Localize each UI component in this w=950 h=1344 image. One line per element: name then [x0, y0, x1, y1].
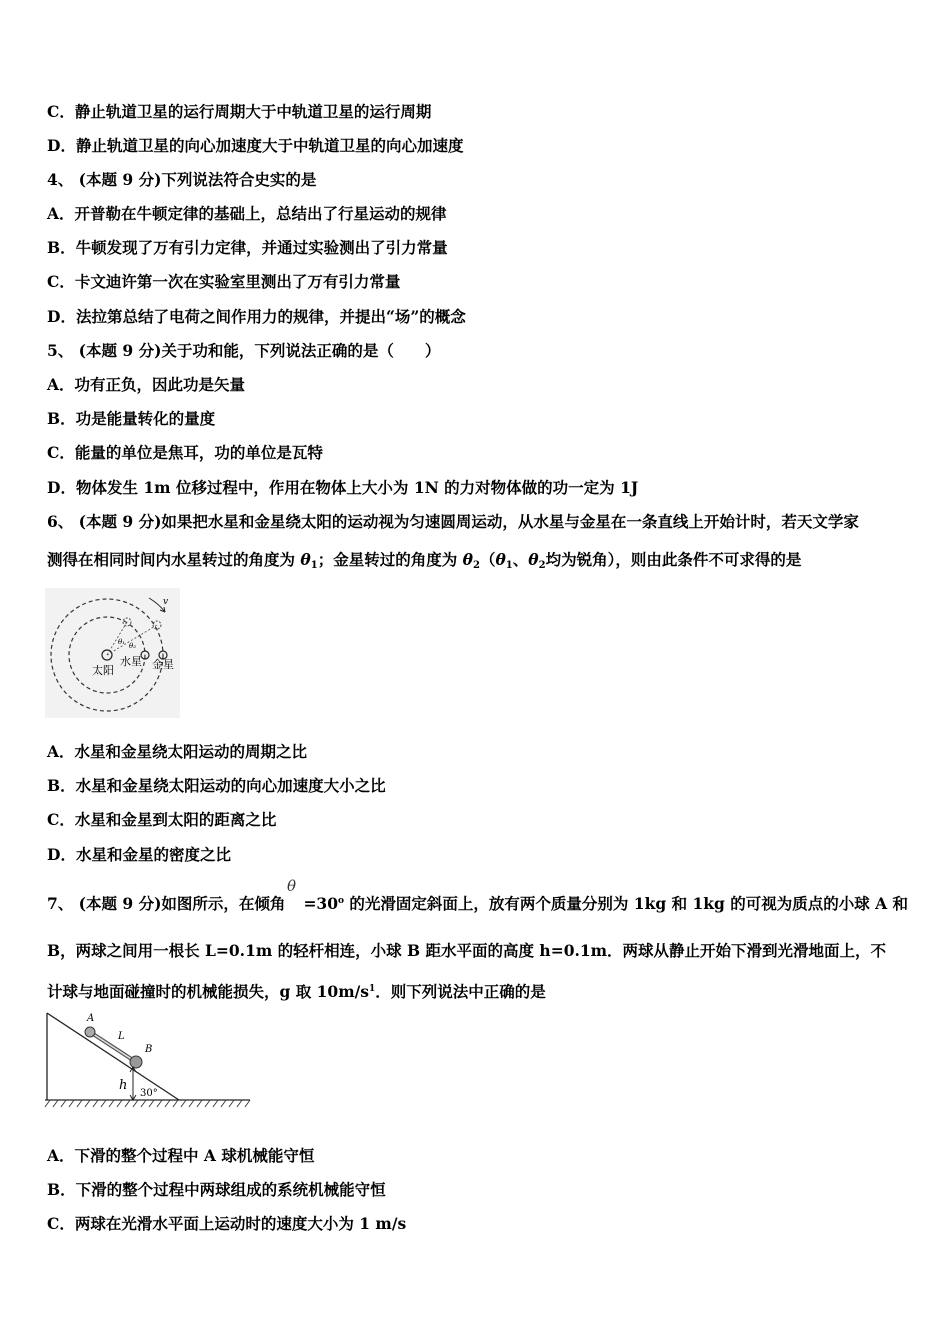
- label-angle: 30°: [140, 1088, 158, 1099]
- q7-line2: B，两球之间用一根长 L=0.1m 的轻杆相连，小球 B 距水平面的高度 h=0.1m．两球从静止开始下滑到光滑地面上，不: [47, 941, 887, 960]
- mercury-label: 水星: [120, 655, 142, 668]
- q5-option-b: B．功是能量转化的量度: [47, 409, 216, 428]
- ball-a-icon: [85, 1027, 95, 1037]
- label-a: A: [87, 1013, 95, 1024]
- q7-option-c: C．两球在光滑水平面上运动时的速度大小为 1 m/s: [47, 1214, 407, 1233]
- q6-option-a: A．水星和金星绕太阳运动的周期之比: [47, 742, 308, 761]
- q4-option-d: D．法拉第总结了电荷之间作用力的规律，并提出“场”的概念: [47, 307, 466, 326]
- incline-figure: [44, 1008, 252, 1112]
- q7-option-a: A．下滑的整个过程中 A 球机械能守恒: [47, 1146, 315, 1165]
- label-l: L: [118, 1031, 125, 1042]
- q7-theta-symbol: θ: [287, 877, 297, 895]
- q6-option-d: D．水星和金星的密度之比: [47, 845, 231, 864]
- ball-b-icon: [130, 1056, 142, 1068]
- q7-line1: 7、 (本题 9 分)如图所示，在倾角 $=30^o$ 的光滑固定斜面上，放有两个质量分别为 1kg 和 1kg 的可视为质点的小球 A 和: [47, 894, 909, 913]
- q4-option-a: A．开普勒在牛顿定律的基础上，总结出了行星运动的规律: [47, 204, 447, 223]
- venus-label: 金星: [152, 658, 174, 671]
- q6-option-c: C．水星和金星到太阳的距离之比: [47, 810, 277, 829]
- incline-surface: [47, 1013, 179, 1100]
- q5-option-a: A．功有正负，因此功是矢量: [47, 375, 246, 394]
- q3-option-d: D．静止轨道卫星的向心加速度大于中轨道卫星的向心加速度: [47, 136, 464, 155]
- q3-option-c: C．静止轨道卫星的运行周期大于中轨道卫星的运行周期: [47, 102, 432, 121]
- label-h: h: [119, 1078, 128, 1093]
- q5-option-c: C．能量的单位是焦耳，功的单位是瓦特: [47, 443, 323, 462]
- q4-option-b: B．牛顿发现了万有引力定律，并通过实验测出了引力常量: [47, 238, 448, 257]
- sun-label: 太阳: [92, 664, 114, 677]
- light-rod-highlight: [90, 1032, 136, 1062]
- q7-line3: 计球与地面碰撞时的机械能损失，g 取 $10m/s^1$．则下列说法中正确的是: [47, 982, 546, 1001]
- label-b: B: [145, 1044, 153, 1055]
- q5-stem: 5、 (本题 9 分)关于功和能，下列说法正确的是（ ）: [47, 341, 441, 360]
- ground-hatching: [45, 1100, 250, 1107]
- theta2-label: θ₂: [129, 642, 137, 650]
- q5-option-d: D．物体发生 1m 位移过程中，作用在物体上大小为 1N 的力对物体做的功一定为 1J: [47, 478, 639, 497]
- velocity-label: v: [163, 597, 169, 607]
- q4-stem: 4、 (本题 9 分)下列说法符合史实的是: [47, 170, 317, 189]
- q7-option-b: B．下滑的整个过程中两球组成的系统机械能守恒: [47, 1180, 386, 1199]
- theta1-label: θ₁: [118, 638, 126, 646]
- q6-stem-line2: 测得在相同时间内水星转过的角度为 $\theta_1$；金星转过的角度为 $\theta_2(\theta_1$、$\theta_2$均为锐角），则由此条件不可求得的是: [47, 550, 802, 571]
- orbit-figure: [45, 588, 180, 718]
- q6-stem-line1: 6、 (本题 9 分)如果把水星和金星绕太阳的运动视为匀速圆周运动，从水星与金星在一条直线上开始计时，若天文学家: [47, 512, 859, 531]
- q4-option-c: C．卡文迪许第一次在实验室里测出了万有引力常量: [47, 272, 401, 291]
- q6-option-b: B．水星和金星绕太阳运动的向心加速度大小之比: [47, 776, 386, 795]
